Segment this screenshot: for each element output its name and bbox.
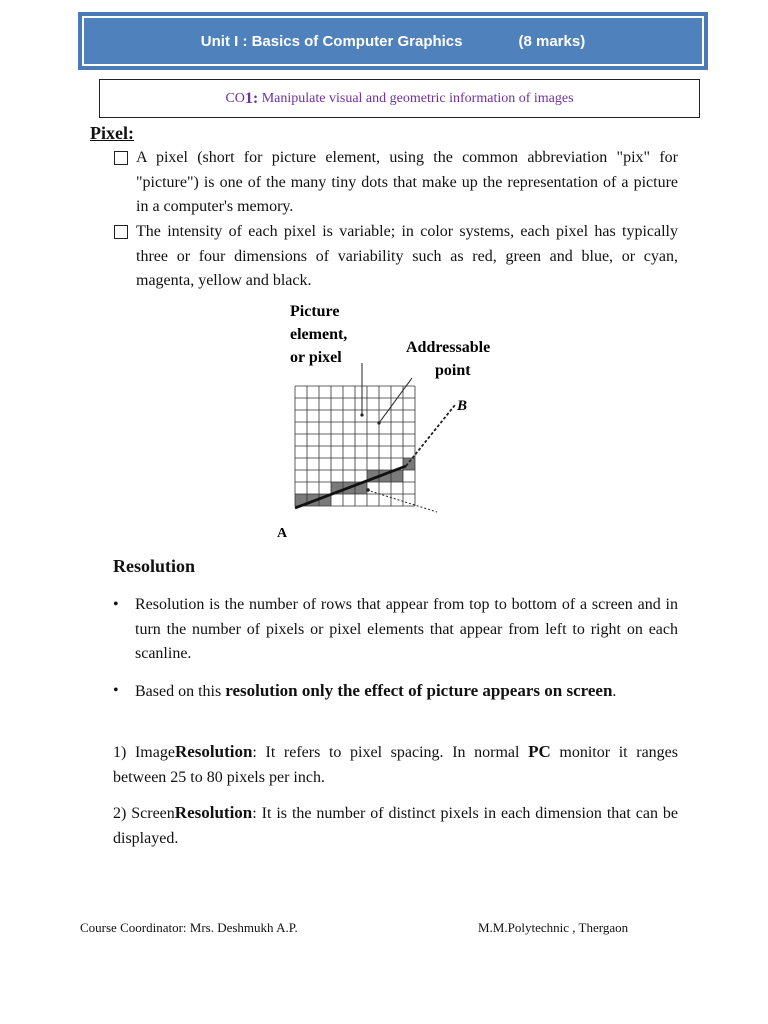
- figure-label-picture-3: or pixel: [290, 349, 342, 366]
- resolution-bullet-2: [113, 679, 678, 705]
- pixel-grid-figure: [272, 298, 512, 548]
- resolution-bullet-1: [113, 593, 678, 667]
- footer-institution: M.M.Polytechnic , Thergaon: [478, 920, 629, 935]
- course-outcome-box: [99, 79, 700, 118]
- figure-label-a: A: [277, 526, 288, 541]
- item2-num: 2) Screen: [113, 805, 175, 822]
- bullet-dot-icon: •: [113, 596, 119, 613]
- pixel-bullet-2-text: The intensity of each pixel is variable; in color systems, each pixel has typically three or four dimensions of variability such as red, green and blue, or cyan, magenta, yellow and black.: [136, 223, 678, 289]
- item1-bold: Resolution: [174, 742, 253, 761]
- checkbox-bullet-icon: [114, 225, 128, 239]
- item1-num: 1) Image: [113, 744, 175, 761]
- item1-text-a: : It refers to pixel spacing. In normal: [252, 744, 529, 761]
- figure-label-picture-2: element,: [290, 326, 348, 343]
- unit-title: Unit I : Basics of Computer Graphics: [200, 32, 463, 50]
- co-prefix: CO: [225, 90, 245, 106]
- checkbox-bullet-icon: [114, 151, 128, 165]
- co-number: 1:: [244, 89, 259, 107]
- co-text: Manipulate visual and geometric information of images: [261, 90, 574, 106]
- pixel-bullet-1-text: A pixel (short for picture element, using the common abbreviation "pix" for "picture") is one of the many tiny dots that make up the representation of a picture in a computer's memory.: [136, 149, 678, 215]
- header-banner: [78, 12, 708, 70]
- header-banner-inner: [82, 16, 704, 66]
- resolution-bullet-1-text: Resolution is the number of rows that appear from top to bottom of a screen and in turn the number of pixels or pixel elements that appear from left to right on each scanline.: [135, 596, 678, 662]
- bullet2-prefix: Based on this: [135, 683, 226, 700]
- figure-label-addressable-1: Addressable: [406, 339, 491, 356]
- item1-pc: PC: [528, 742, 551, 761]
- footer-coordinator: Course Coordinator: Mrs. Deshmukh A.P.: [80, 920, 298, 935]
- item1-text-b: monitor it ranges between 25 to 80 pixels per inch.: [113, 744, 679, 786]
- resolution-bullet-2-text: [135, 679, 678, 705]
- marks-label: (8 marks): [518, 32, 586, 50]
- figure-label-addressable-2: point: [435, 362, 471, 379]
- figure-label-picture-1: Picture: [290, 303, 340, 320]
- bullet2-suffix: .: [612, 683, 617, 700]
- bullet2-bold: resolution only the effect of picture appears on screen: [225, 681, 613, 700]
- pixel-bullet-2: [114, 220, 678, 294]
- pixel-heading: Pixel:: [90, 123, 134, 143]
- pixel-bullet-1: [114, 146, 678, 220]
- pixel-grid-diagram: [272, 298, 512, 548]
- item2-text: : It is the number of distinct pixels in each dimension that can be displayed.: [113, 805, 679, 847]
- figure-label-b: B: [457, 398, 468, 414]
- image-resolution-paragraph: [113, 740, 678, 790]
- screen-resolution-paragraph: [113, 801, 678, 851]
- resolution-heading: Resolution: [113, 556, 196, 576]
- bullet-dot-icon: •: [113, 682, 119, 699]
- item2-bold: Resolution: [174, 803, 253, 822]
